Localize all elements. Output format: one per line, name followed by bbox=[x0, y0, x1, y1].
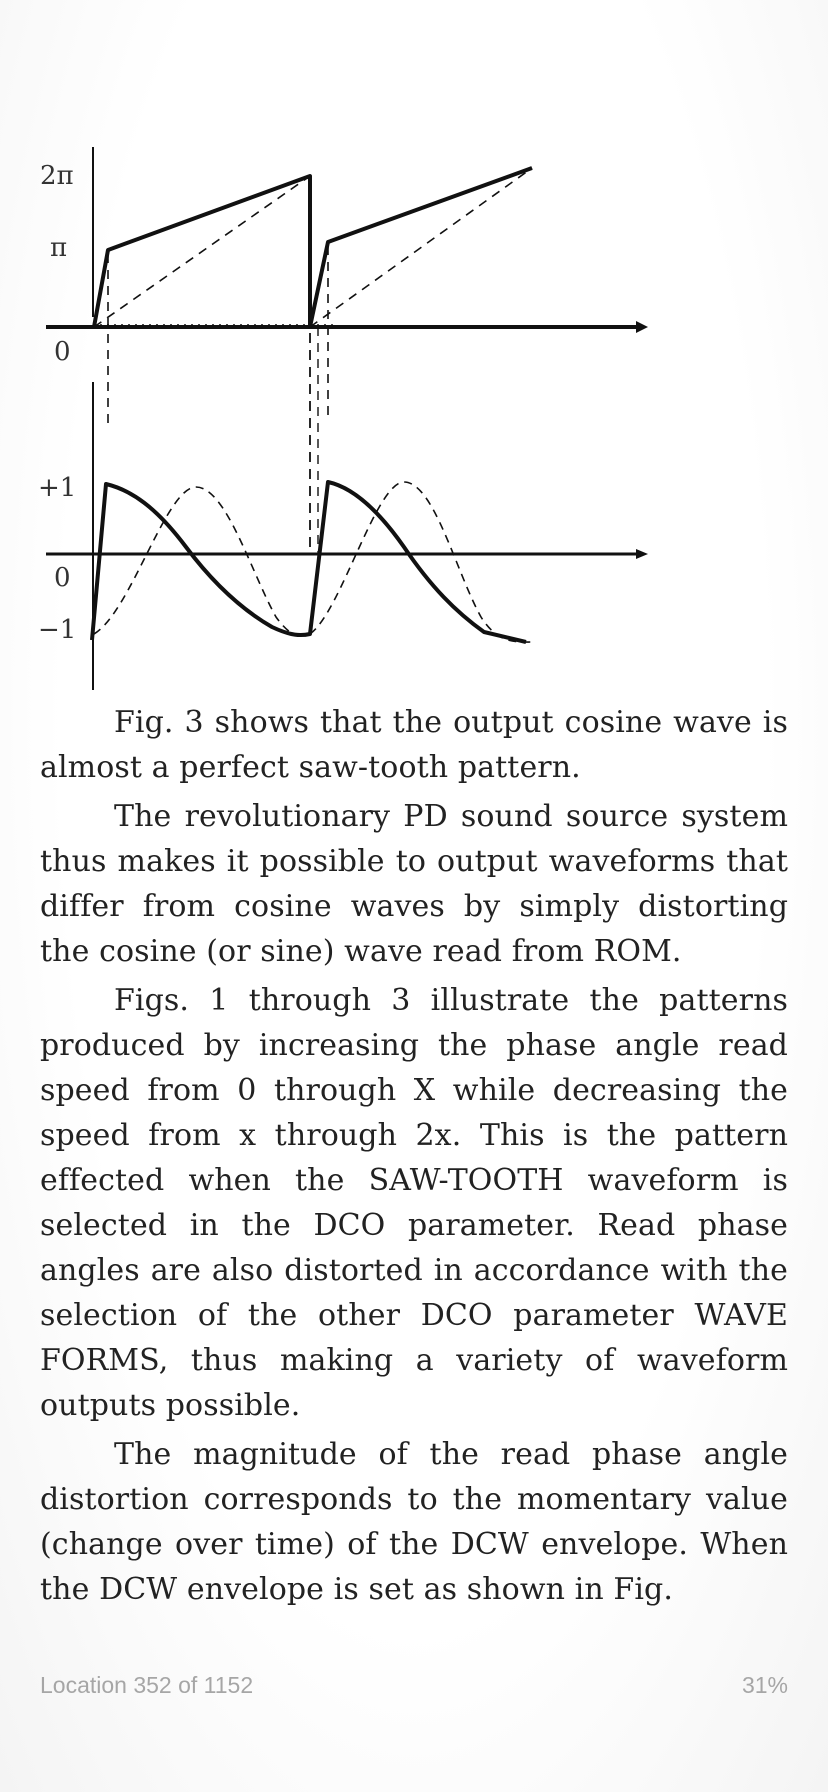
label-minus-one: −1 bbox=[38, 615, 77, 645]
top-x-axis-arrow bbox=[636, 321, 648, 333]
phase-angle-plot bbox=[40, 147, 648, 367]
label-zero-bottom: 0 bbox=[54, 563, 71, 593]
book-text bbox=[40, 700, 788, 1616]
paragraph-3: Figs. 1 through 3 illustrate the patterns produced by increasing the phase angle read speed from 0 through X while decreasing the speed from x through 2x. This is the pattern effected when the SAW-TOOTH waveform is selected in the DCO parameter. Read phase angles are also distorted in accordance with the selection of the other DCO parameter WAVE FORMS, thus making a variety of waveform outputs possible. bbox=[40, 983, 788, 1423]
label-plus-one: +1 bbox=[38, 473, 77, 503]
label-zero-top: 0 bbox=[54, 337, 71, 367]
reading-progress-footer bbox=[40, 1672, 788, 1708]
paragraph-1: Fig. 3 shows that the output cosine wave is almost a perfect saw-tooth pattern. bbox=[40, 705, 788, 785]
linear-phase-line bbox=[94, 176, 310, 327]
phase-distortion-figure bbox=[36, 142, 656, 692]
paragraph-4: The magnitude of the read phase angle distortion corresponds to the momentary value (change over time) of the DCW envelope. When the DCW envelope is set as shown in Fig. bbox=[40, 1437, 788, 1607]
waveform-diagram bbox=[36, 142, 656, 692]
percent-read[interactable]: 31% bbox=[741, 1672, 788, 1698]
bottom-x-axis-arrow bbox=[636, 549, 648, 559]
label-2pi: 2π bbox=[40, 161, 74, 191]
location-indicator[interactable]: Location 352 of 1152 bbox=[40, 1672, 254, 1698]
linear-phase-line-2 bbox=[310, 168, 532, 327]
output-sawtooth-wave bbox=[92, 482, 526, 642]
label-pi: π bbox=[50, 233, 68, 263]
output-wave-plot bbox=[38, 382, 648, 690]
distorted-phase-line bbox=[94, 168, 532, 327]
paragraph-2: The revolutionary PD sound source system thus makes it possible to output waveforms that differ from cosine waves by simply distorting the cosine (or sine) wave read from ROM. bbox=[40, 799, 788, 969]
